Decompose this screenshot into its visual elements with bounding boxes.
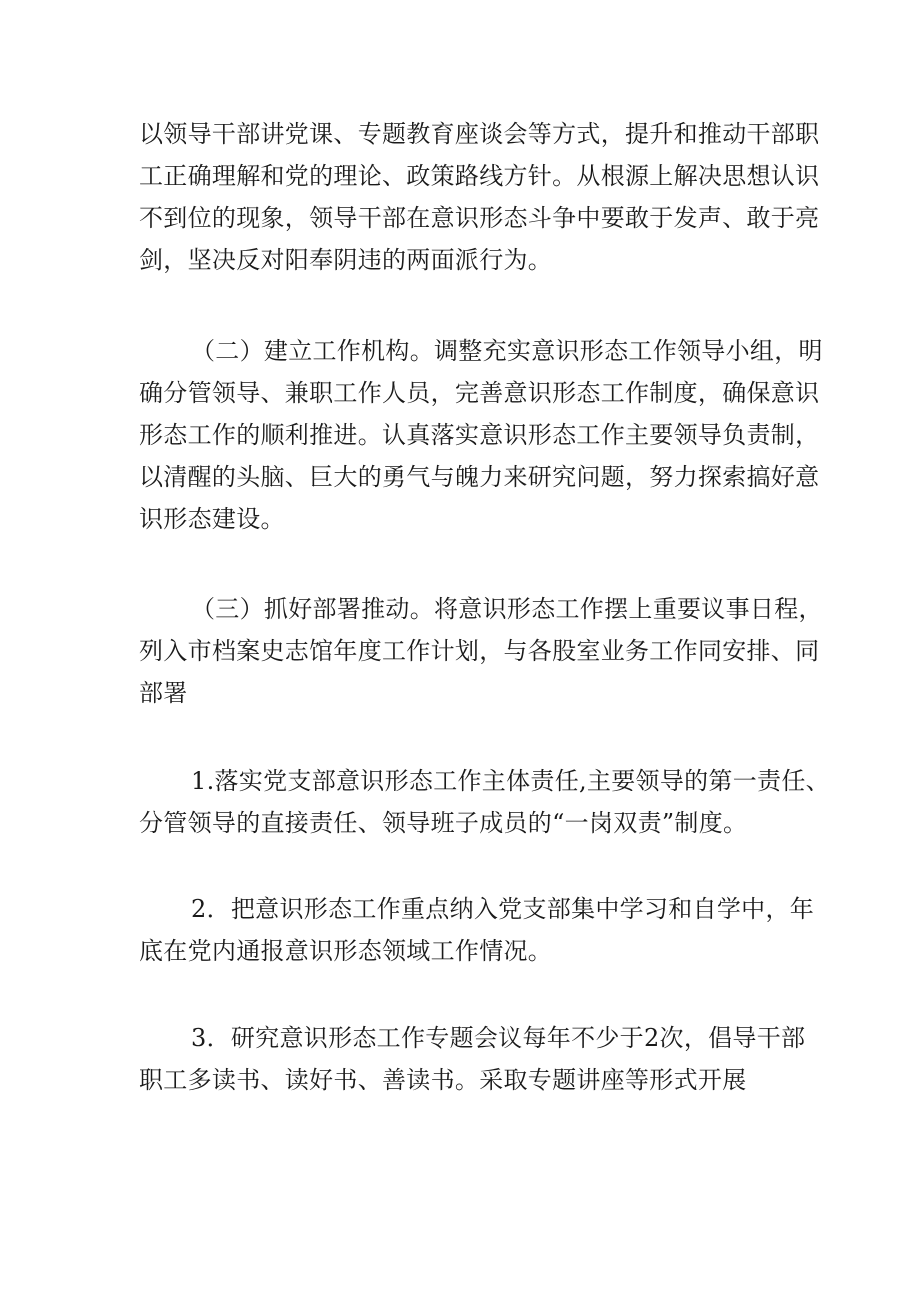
text-line: 形态工作的顺利推进。认真落实意识形态工作主要领导负责制，: [139, 421, 820, 449]
paragraph-leadership-education: [139, 113, 820, 281]
text-line: 以清醒的头脑、巨大的勇气与魄力来研究问题，努力探索搞好意: [139, 463, 820, 491]
text-line: 识形态建设。: [139, 505, 285, 533]
paragraph-item-2: [139, 888, 815, 972]
paragraph-section-two: [139, 330, 823, 540]
paragraph-item-1: [139, 760, 830, 844]
text-line: 底在党内通报意识形态领域工作情况。: [139, 937, 553, 965]
text-line: 职工多读书、读好书、善读书。采取专题讲座等形式开展: [139, 1066, 747, 1094]
text-line: （二）建立工作机构。调整充实意识形态工作领导小组，明: [191, 337, 823, 365]
text-line: （三）抓好部署推动。将意识形态工作摆上重要议事日程，: [191, 595, 823, 623]
paragraph-item-3: [139, 1017, 806, 1101]
text-line: 分管领导的直接责任、领导班子成员的“一岗双责”制度。: [139, 809, 748, 837]
text-line: 不到位的现象，领导干部在意识形态斗争中要敢于发声、敢于亮: [139, 204, 820, 232]
text-line: 确分管领导、兼职工作人员，完善意识形态工作制度，确保意识: [139, 379, 820, 407]
text-line: 3．研究意识形态工作专题会议每年不少于2次，倡导干部: [191, 1024, 806, 1052]
text-line: 列入市档案史志馆年度工作计划，与各股室业务工作同安排、同: [139, 637, 820, 665]
text-line: 剑，坚决反对阳奉阴违的两面派行为。: [139, 246, 553, 274]
text-line: 部署: [139, 679, 188, 707]
text-line: 1.落实党支部意识形态工作主体责任,主要领导的第一责任、: [191, 767, 830, 795]
paragraph-section-three: [139, 588, 823, 714]
text-line: 以领导干部讲党课、专题教育座谈会等方式，提升和推动干部职: [139, 120, 820, 148]
text-line: 工正确理解和党的理论、政策路线方针。从根源上解决思想认识: [139, 162, 820, 190]
text-line: 2．把意识形态工作重点纳入党支部集中学习和自学中，年: [191, 895, 815, 923]
